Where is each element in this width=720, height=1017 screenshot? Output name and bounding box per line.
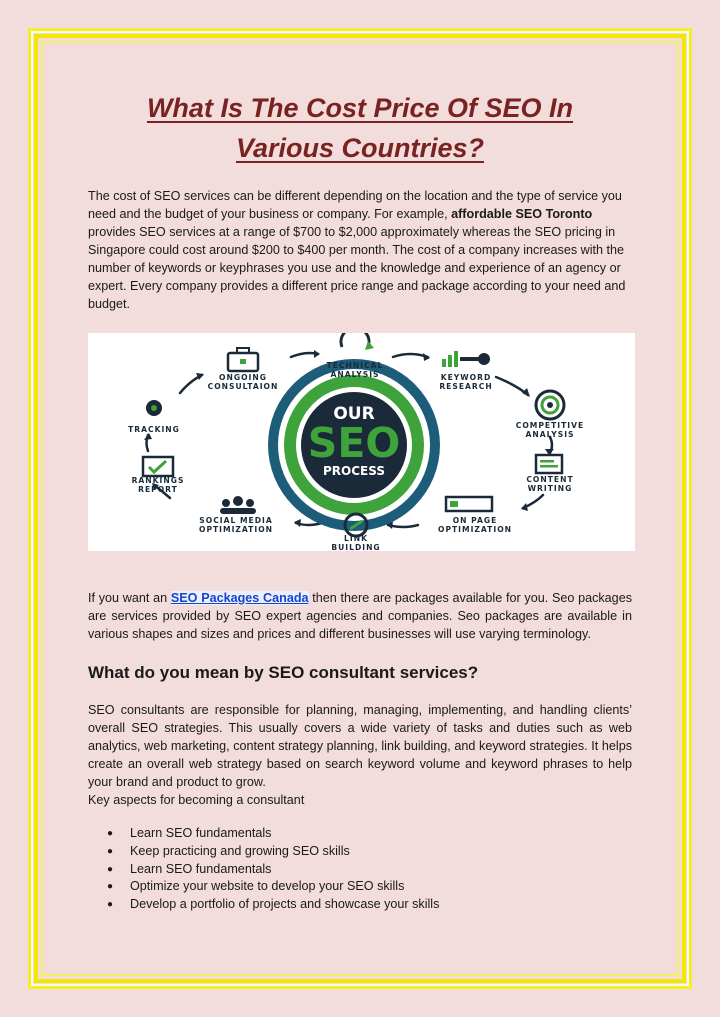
key-aspects-label: Key aspects for becoming a consultant	[88, 793, 305, 807]
briefcase-clasp	[240, 359, 246, 364]
people-bodies	[220, 508, 256, 514]
packages-text-1: If you want an	[88, 591, 171, 605]
location-pin-dot	[151, 405, 157, 411]
refresh-icon	[341, 333, 369, 347]
packages-paragraph	[88, 589, 632, 643]
bar-1	[442, 359, 446, 367]
seo-packages-canada-link[interactable]: SEO Packages Canada	[170, 591, 309, 605]
seo-process-diagram	[88, 333, 635, 551]
arrow-head-1	[314, 350, 320, 358]
emblem-line-1: OUR	[333, 404, 375, 424]
list-item: ● Develop a portfolio of projects and showcase your skills	[113, 896, 632, 914]
page-content	[88, 88, 632, 914]
label-competitive-2: ANALYSIS	[525, 430, 575, 439]
label-technical-2: ANALYSIS	[330, 370, 380, 379]
document-line-1	[540, 460, 554, 463]
label-onpage-2: OPTIMIZATION	[437, 525, 513, 534]
packages-text-2: then there are packages available for you. Seo packages are services provided by SEO expert agencies and companies. Seo packages are available in various shapes and sizes and prices and different businesses will use varying terminology.	[88, 591, 632, 641]
bar-3	[454, 351, 458, 367]
intro-paragraph	[88, 187, 632, 313]
label-technical-1: TECHNICAL	[326, 361, 384, 370]
step-competitive-analysis	[516, 391, 584, 439]
label-competitive-1: COMPETITIVE	[515, 421, 585, 430]
title-line-1: What Is The Cost Price Of SEO In	[146, 93, 574, 123]
arrow-head-5	[521, 503, 528, 511]
seo-process-svg	[88, 333, 635, 551]
seo-process-emblem	[268, 359, 440, 531]
person-3-head	[246, 499, 254, 507]
label-content-1: CONTENT	[526, 475, 574, 484]
label-social-1: SOCIAL MEDIA	[199, 516, 273, 525]
arrow-head-3	[522, 388, 530, 397]
step-on-page-optimization	[438, 497, 512, 534]
list-item: ● Keep practicing and growing SEO skills	[113, 843, 632, 861]
step-social-media	[199, 496, 273, 534]
step-technical-analysis	[327, 333, 384, 379]
step-content-writing	[526, 455, 573, 493]
document-line-2	[540, 465, 558, 468]
arrow-6	[388, 525, 418, 527]
label-rankings-1: RANKINGS	[131, 476, 185, 485]
intro-text-1: The cost of SEO services can be different depending on the location and the type of service you need and the budget of your business or company. For example,	[88, 189, 622, 221]
browser-block	[450, 501, 458, 507]
list-item: ● Learn SEO fundamentals	[113, 825, 632, 843]
label-ongoing-1: ONGOING	[219, 373, 267, 382]
label-social-2: OPTIMIZATION	[198, 525, 274, 534]
key-shaft	[460, 357, 480, 361]
label-keyword-1: KEYWORD	[440, 373, 492, 382]
people-icon	[220, 496, 256, 514]
emblem-line-2: SEO	[307, 419, 401, 467]
step-ongoing-consultation	[208, 348, 279, 391]
aspects-list	[88, 825, 632, 914]
briefcase-handle	[237, 348, 249, 353]
bar-2	[448, 355, 452, 367]
label-content-2: WRITING	[527, 484, 573, 493]
list-item: ● Learn SEO fundamentals	[113, 861, 632, 879]
intro-text-2: provides SEO services at a range of $700 to $2,000 approximately whereas the SEO pricing in Singapore could cost around $200 to $400 per month. The cost of a company increases with the number of keywords or keyphrases you use and the knowledge and experience of an agency or expert. Every company provides a different price range and package according to your need and budget.	[88, 225, 626, 311]
consultant-paragraph	[88, 701, 632, 809]
target-center	[547, 402, 553, 408]
arrow-1	[291, 353, 318, 357]
arrow-2	[393, 354, 428, 357]
person-1-head	[222, 499, 230, 507]
label-keyword-2: RESEARCH	[439, 382, 493, 391]
label-link-1: LINK	[344, 534, 368, 543]
consultant-text: SEO consultants are responsible for planning, managing, implementing, and handling clients’ overall SEO strategies. This usually covers a wide variety of tasks and duties such as web analytics, web marketing, content strategy planning, link building, and keyword strategies. It helps create an overall web strategy based on search keyword volume and keyword phrases to help your brand and product to grow.	[88, 703, 632, 789]
step-tracking	[128, 400, 180, 434]
label-ongoing-2: CONSULTAION	[207, 382, 279, 391]
label-tracking: TRACKING	[128, 425, 180, 434]
document-icon	[536, 455, 562, 473]
person-2-head	[233, 496, 243, 506]
label-rankings-2: REPORT	[138, 485, 178, 494]
bar-chart-icon	[442, 351, 458, 367]
label-link-2: BUILDING	[331, 543, 381, 551]
page-title	[88, 88, 632, 168]
step-rankings-report	[132, 457, 185, 494]
section-heading: What do you mean by SEO consultant services?	[88, 663, 479, 682]
emblem-line-3: PROCESS	[323, 464, 385, 478]
title-line-2: Various Countries?	[235, 133, 485, 163]
label-onpage-1: ON PAGE	[452, 516, 498, 525]
intro-bold-text: affordable SEO Toronto	[451, 207, 593, 221]
list-item: ● Optimize your website to develop your SEO skills	[113, 878, 632, 896]
step-keyword-research	[439, 351, 492, 391]
key-icon	[460, 353, 490, 365]
